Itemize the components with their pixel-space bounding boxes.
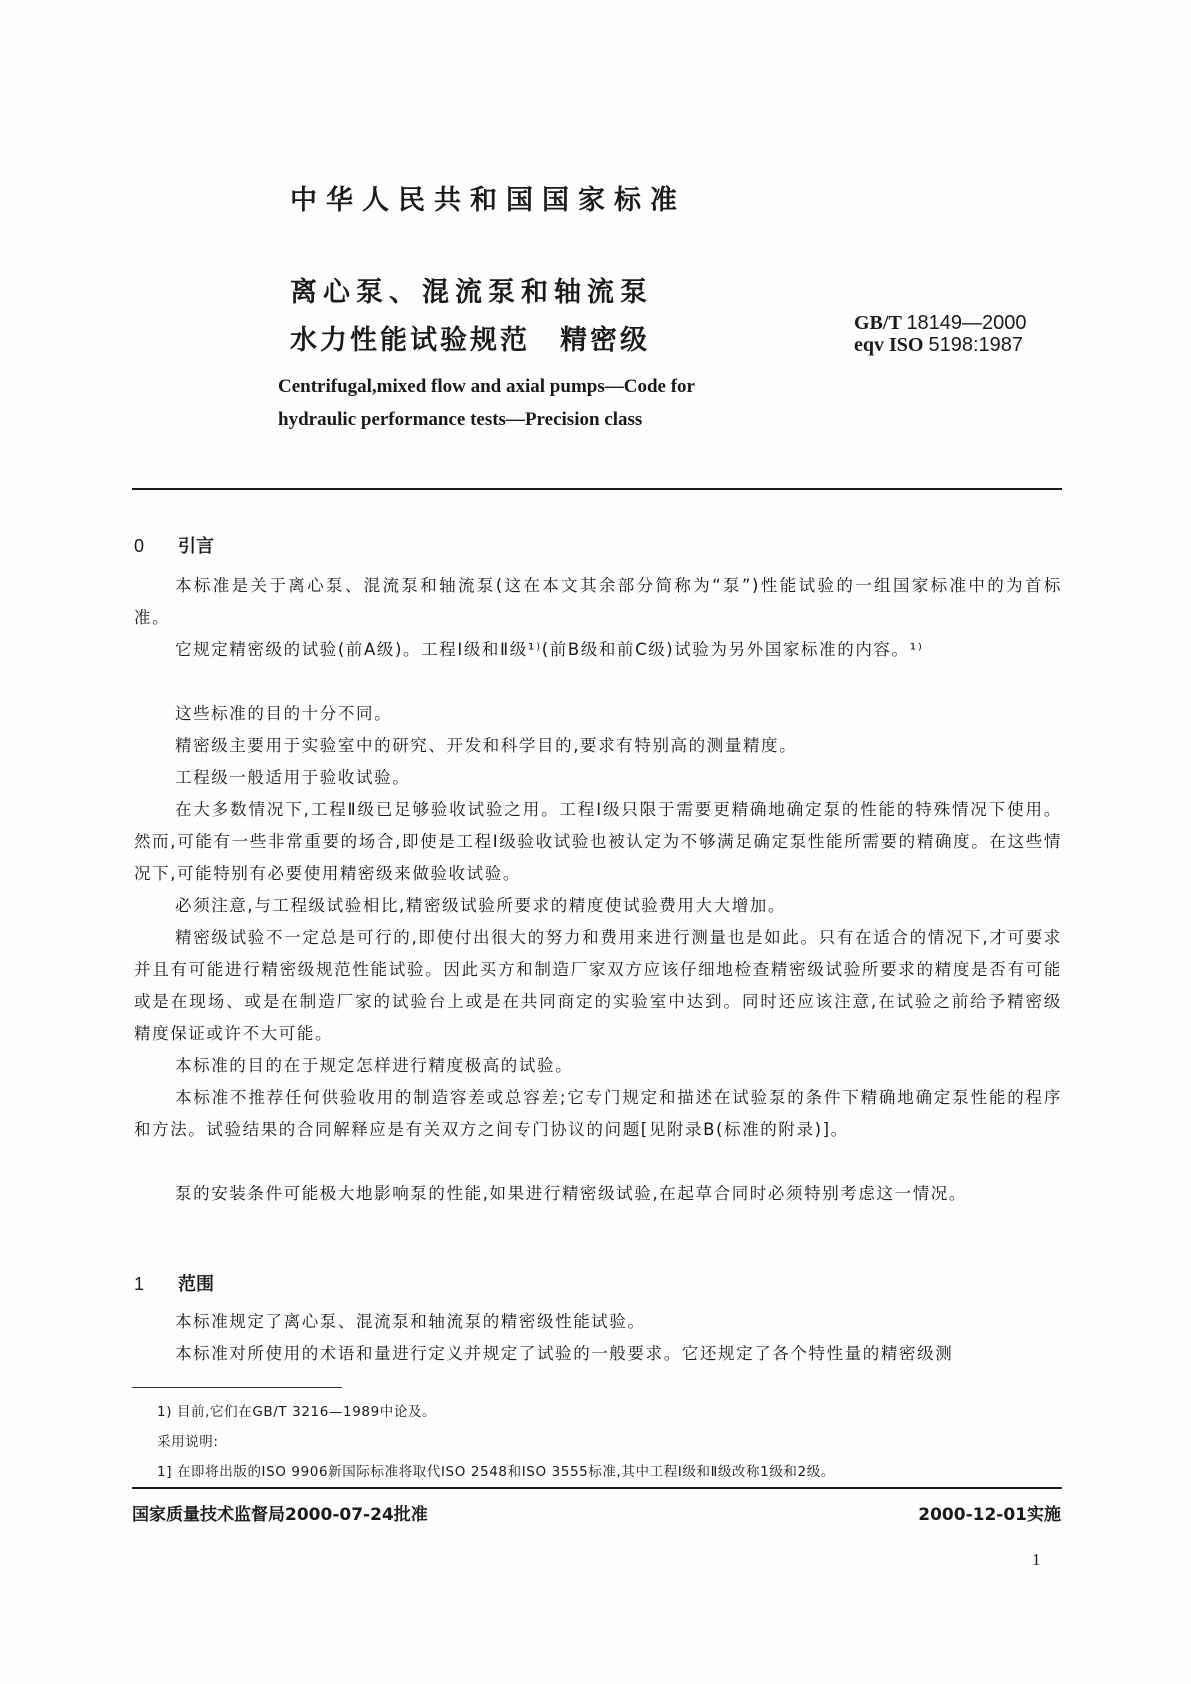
equivalence-prefix: eqv ISO — [854, 334, 924, 356]
adoption-note: 1] 在即将出版的ISO 9906新国际标准将取代ISO 2548和ISO 3555标准,其中工程Ⅰ级和Ⅱ级改称1级和2级。 — [157, 1464, 835, 1480]
section-number: 1 — [134, 1274, 145, 1294]
intro-paragraph: 本标准是关于离心泵、混流泵和轴流泵(这在本文其余部分简称为“泵”)性能试验的一组国家标准中的为首标准。 — [134, 576, 1062, 627]
section-title: 范围 — [178, 1274, 214, 1295]
intro-paragraph: 泵的安装条件可能极大地影响泵的性能,如果进行精密级试验,在起草合同时必须特别考虑这一情况。 — [175, 1184, 967, 1203]
intro-paragraph: 必须注意,与工程级试验相比,精密级试验所要求的精度使试验费用大大增加。 — [175, 896, 786, 915]
page-number: 1 — [1032, 1550, 1041, 1569]
english-title-line-1: Centrifugal,mixed flow and axial pumps—Code for — [278, 376, 695, 397]
header-divider — [132, 488, 1062, 490]
standard-number-prefix: GB/T — [854, 312, 902, 334]
intro-paragraph: 精密级试验不一定总是可行的,即使付出很大的努力和费用来进行测量也是如此。只有在适合的情况下,才可要求并且有可能进行精密级规范性能试验。因此买方和制造厂家双方应该仔细地检查精密级试验所要求的精度是否有可能或是在现场、或是在制造厂家的试验台上或是在共同商定的实验室中达到。同时还应该注意,在试验之前给予精密级精度保证或许不大可能。 — [134, 928, 1062, 1043]
equivalence-number — [854, 334, 1027, 356]
scope-paragraph: 本标准规定了离心泵、混流泵和轴流泵的精密级性能试验。 — [175, 1312, 646, 1331]
implementation-date: 2000-12-01实施 — [918, 1505, 1061, 1525]
footnote-divider — [132, 1387, 342, 1388]
intro-paragraph: 它规定精密级的试验(前A级)。工程Ⅰ级和Ⅱ级¹⁾(前B级和前C级)试验为另外国家标准的内容。¹⁾ — [175, 640, 924, 659]
intro-paragraph: 工程级一般适用于验收试验。 — [175, 768, 411, 787]
approval-statement: 国家质量技术监督局2000-07-24批准 — [132, 1505, 428, 1525]
footer-divider — [132, 1487, 1062, 1489]
standard-number-block — [854, 312, 1027, 356]
intro-paragraph: 在大多数情况下,工程Ⅱ级已足够验收试验之用。工程Ⅰ级只限于需要更精确地确定泵的性能的特殊情况下使用。然而,可能有一些非常重要的场合,即使是工程Ⅰ级验收试验也被认定为不够满足确定泵性能所需要的精确度。在这些情况下,可能特别有必要使用精密级来做验收试验。 — [134, 800, 1062, 883]
chinese-title-line-2: 水力性能试验规范 精密级 — [290, 325, 650, 356]
section-heading-introduction — [134, 532, 214, 558]
intro-paragraph: 本标准的目的在于规定怎样进行精度极高的试验。 — [175, 1056, 574, 1075]
intro-paragraph: 这些标准的目的十分不同。 — [175, 704, 393, 723]
english-title-line-2: hydraulic performance tests—Precision class — [278, 409, 643, 430]
intro-paragraph: 精密级主要用于实验室中的研究、开发和科学目的,要求有特别高的测量精度。 — [175, 736, 798, 755]
section-heading-scope — [134, 1270, 214, 1296]
equivalence-value: 5198:1987 — [928, 334, 1024, 356]
section-number: 0 — [134, 536, 145, 556]
national-standard-label: 中华人民共和国国家标准 — [290, 185, 686, 216]
standard-number-value: 18149—2000 — [906, 312, 1027, 334]
scope-paragraph: 本标准对所使用的术语和量进行定义并规定了试验的一般要求。它还规定了各个特性量的精密级测 — [175, 1344, 954, 1363]
adoption-label: 采用说明: — [157, 1434, 219, 1450]
section-title: 引言 — [178, 536, 214, 557]
footnote-1: 1) 目前,它们在GB/T 3216—1989中论及。 — [157, 1404, 437, 1420]
intro-paragraph: 本标准不推荐任何供验收用的制造容差或总容差;它专门规定和描述在试验泵的条件下精确地确定泵性能的程序和方法。试验结果的合同解释应是有关双方之间专门协议的问题[见附录B(标准的附录)]。 — [134, 1088, 1062, 1139]
standard-number — [854, 312, 1027, 334]
chinese-title-line-1: 离心泵、混流泵和轴流泵 — [290, 277, 653, 308]
